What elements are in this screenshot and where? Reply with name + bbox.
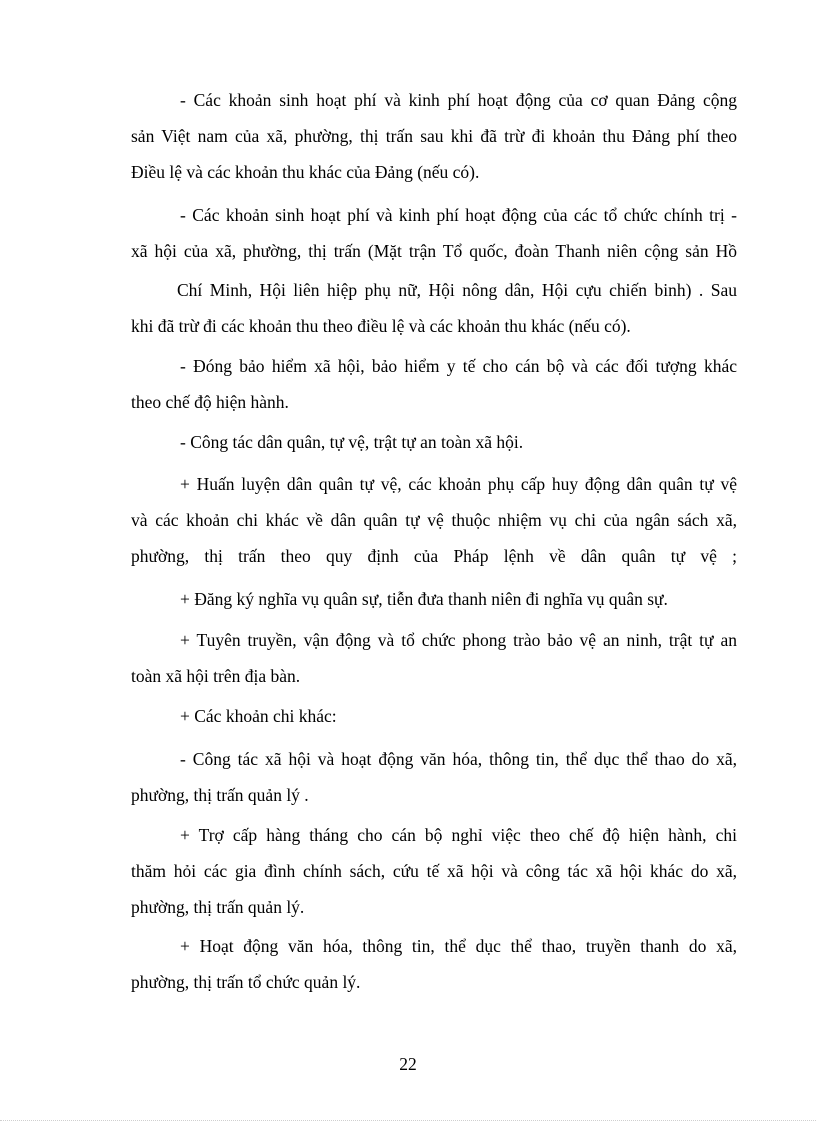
page-number: 22 <box>399 1054 417 1074</box>
text-line: thăm hỏi các gia đình chính sách, cứu tế xã hội và công tác xã hội khác do xã, <box>131 861 737 881</box>
text-line: + Trợ cấp hàng tháng cho cán bộ nghỉ việc theo chế độ hiện hành, chi <box>180 825 737 845</box>
paragraph-other-expenses <box>131 698 737 734</box>
text-line: khi đã trừ đi các khoản thu theo điều lệ và các khoản thu khác (nếu có). <box>131 316 631 336</box>
text-line: phường, thị trấn theo quy định của Pháp lệnh về dân quân tự vệ ; <box>131 546 737 566</box>
paragraph-military-service <box>131 581 737 617</box>
paragraph-party-expenses <box>131 82 737 190</box>
text-line: + Tuyên truyền, vận động và tổ chức phong trào bảo vệ an ninh, trật tự an <box>180 630 737 650</box>
paragraph-militia <box>131 424 737 460</box>
text-line: + Huấn luyện dân quân tự vệ, các khoản phụ cấp huy động dân quân tự vệ <box>180 474 737 494</box>
paragraph-political-org-continuation <box>131 272 737 344</box>
text-line: + Đăng ký nghĩa vụ quân sự, tiễn đưa thanh niên đi nghĩa vụ quân sự. <box>180 589 668 609</box>
text-line: theo chế độ hiện hành. <box>131 392 289 412</box>
text-line: - Các khoản sinh hoạt phí và kinh phí hoạt động của các tổ chức chính trị - <box>180 205 737 225</box>
text-line: - Công tác xã hội và hoạt động văn hóa, thông tin, thể dục thể thao do xã, <box>180 749 737 769</box>
page-bottom-divider <box>0 1120 816 1121</box>
paragraph-political-org-expenses <box>131 197 737 269</box>
text-line: phường, thị trấn tổ chức quản lý. <box>131 972 361 992</box>
text-line: - Đóng bảo hiểm xã hội, bảo hiểm y tế cho cán bộ và các đối tượng khác <box>180 356 737 376</box>
text-line: + Hoạt động văn hóa, thông tin, thể dục thể thao, truyền thanh do xã, <box>180 936 737 956</box>
text-line: sản Việt nam của xã, phường, thị trấn sau khi đã trừ đi khoản thu Đảng phí theo <box>131 126 737 146</box>
paragraph-monthly-allowance <box>131 817 737 925</box>
text-line: + Các khoản chi khác: <box>180 706 337 726</box>
paragraph-cultural-activities <box>131 928 737 1000</box>
text-line: Điều lệ và các khoản thu khác của Đảng (nếu có). <box>131 162 480 182</box>
text-line: - Các khoản sinh hoạt phí và kinh phí hoạt động của cơ quan Đảng cộng <box>180 90 737 110</box>
paragraph-social-culture <box>131 741 737 813</box>
text-line: phường, thị trấn quản lý . <box>131 785 309 805</box>
text-line: phường, thị trấn quản lý. <box>131 897 305 917</box>
text-line: và các khoản chi khác về dân quân tự vệ thuộc nhiệm vụ chi của ngân sách xã, <box>131 510 737 530</box>
text-line: - Công tác dân quân, tự vệ, trật tự an toàn xã hội. <box>180 432 524 452</box>
text-line: Chí Minh, Hội liên hiệp phụ nữ, Hội nông dân, Hội cựu chiến binh) . Sau <box>177 280 737 300</box>
paragraph-insurance <box>131 348 737 420</box>
text-line: toàn xã hội trên địa bàn. <box>131 666 301 686</box>
paragraph-militia-training <box>131 466 737 574</box>
text-line: xã hội của xã, phường, thị trấn (Mặt trận Tổ quốc, đoàn Thanh niên cộng sản Hồ <box>131 241 737 261</box>
paragraph-security-propaganda <box>131 622 737 694</box>
